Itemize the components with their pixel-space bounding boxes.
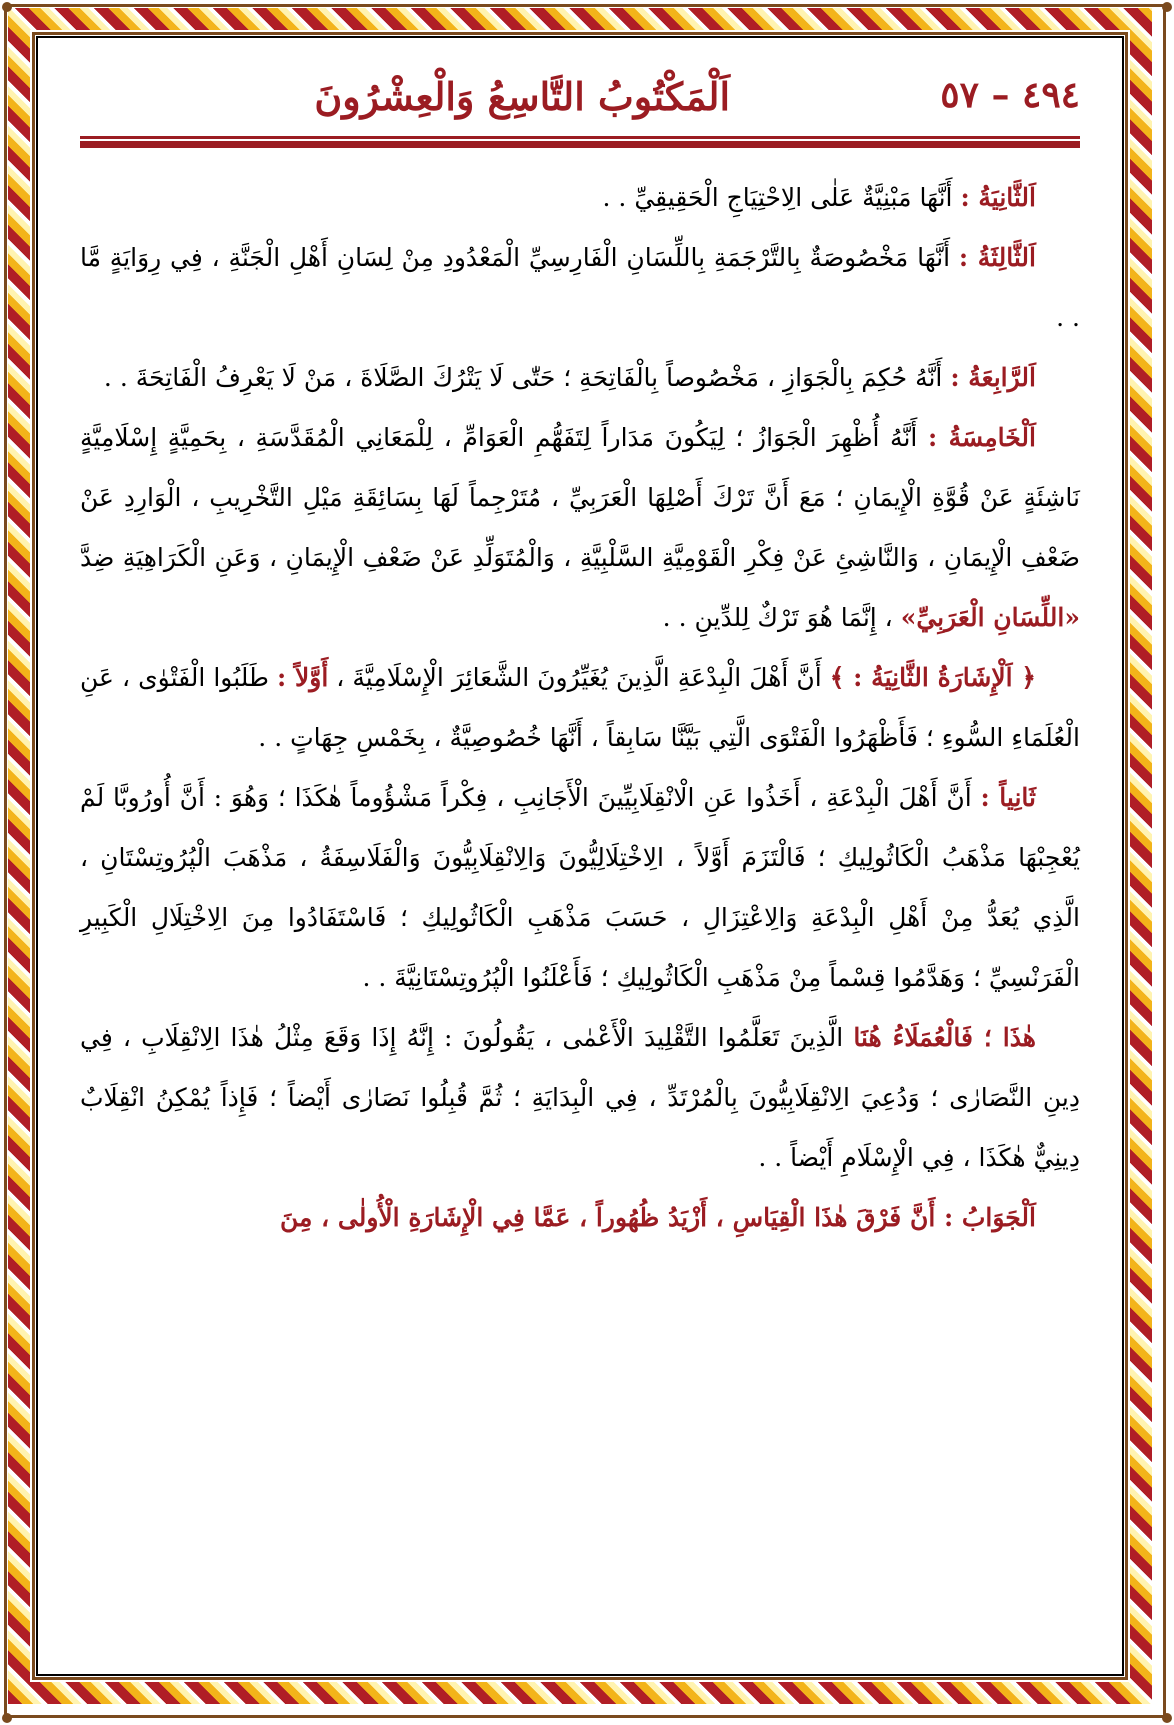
paragraph-label: اَلْخَامِسَةُ : — [927, 423, 1036, 452]
paragraph-answer — [80, 1188, 1080, 1248]
page-content — [80, 60, 1080, 1248]
corner-ornament-icon — [1162, 1713, 1172, 1723]
page-title: اَلْمَكْتُوبُ التَّاسِعُ وَالْعِشْرُونَ — [314, 74, 730, 119]
paragraph-third — [80, 228, 1080, 348]
body-text — [80, 168, 1080, 1248]
paragraph-label: ثَانِياً : — [980, 783, 1036, 812]
paragraph-fourth — [80, 348, 1080, 408]
corner-ornament-icon — [2, 1713, 12, 1723]
paragraph-fifth — [80, 408, 1080, 648]
paragraph-label: اَلثَّالِثَةُ : — [958, 243, 1036, 272]
paragraph-text: أَنَّهَا مَخْصُوصَةٌ بِالتَّرْجَمَةِ بِاللِّسَانِ الْفَارِسِيِّ الْمَعْدُودِ مِنْ لِسَانِ أَهْلِ الْجَنَّةِ ، فِي رِوَايَةٍ مَّا . . — [80, 243, 1080, 332]
section-second-sign — [80, 648, 1080, 768]
paragraph-text: أَنَّ أَهْلَ الْبِدْعَةِ ، أَخَذُوا عَنِ الْانْقِلَابِيِّينَ الْأَجَانِبِ ، فِكْراً مَشْؤُوماً هٰكَذَا ؛ وَهُوَ : أَنَّ أُورُوبَّا لَمْ يُعْجِبْهَا مَذْهَبُ الْكَاثُولِيكِ ؛ فَالْتَزَمَ أَوَّلاً ، الِاخْتِلَالِيُّونَ وَالِانْقِلَابِيُّونَ وَالْفَلَاسِفَةُ ، مَذْهَبَ الْپُرُوتِسْتَانِ ، الَّذِي يُعَدُّ مِنْ أَهْلِ الْبِدْعَةِ وَالِاعْتِزَالِ ، حَسَبَ مَذْهَبِ الْكَاثُولِيكِ ؛ فَاسْتَفَادُوا مِنَ الِاخْتِلَالِ الْكَبِيرِ الْفَرَنْسِيِّ ؛ وَهَدَّمُوا قِسْماً مِنْ مَذْهَبِ الْكَاثُولِيكِ ؛ فَأَعْلَنُوا الْپُرُوتِسْتَانِيَّةَ . . — [80, 783, 1080, 992]
highlighted-phrase: «اللِّسَانِ الْعَرَبِيِّ» — [900, 603, 1080, 632]
paragraph-text: أَنَّ أَهْلَ الْبِدْعَةِ الَّذِينَ يُغَيِّرُونَ الشَّعَائِرَ الْإِسْلَامِيَّةَ ، — [328, 663, 830, 692]
paragraph-text: أَنَّهُ أُظْهِرَ الْجَوَازُ ؛ لِيَكُونَ مَدَاراً لِتَفَهُّمِ الْعَوَامِّ ، لِلْمَعَانِي الْمُقَدَّسَةِ ، بِحَمِيَّةٍ إِسْلَامِيَّةٍ نَاشِئَةٍ عَنْ قُوَّةِ الْإِيمَانِ ؛ مَعَ أَنَّ تَرْكَ أَصْلِهَا الْعَرَبِيِّ ، مُتَرْجِماً لَهَا بِسَائِقَةِ مَيْلِ التَّخْرِيبِ ، الْوَارِدِ عَنْ ضَعْفِ الْإِيمَانِ ، وَالنَّاشِئِ عَنْ فِكْرِ الْقَوْمِيَّةِ السَّلْبِيَّةِ ، وَالْمُتَوَلِّدِ عَنْ ضَعْفِ الْإِيمَانِ ، وَعَنِ الْكَرَاهِيَةِ ضِدَّ — [80, 423, 1080, 572]
corner-ornament-icon — [1162, 2, 1172, 12]
paragraph-agents — [80, 1008, 1080, 1188]
paragraph-label: اَلثَّانِيَةُ : — [960, 183, 1036, 212]
header-divider — [80, 136, 1080, 148]
paragraph-label: اَلْجَوَابُ : — [943, 1203, 1036, 1232]
corner-ornament-icon — [2, 2, 12, 12]
page-header — [80, 60, 1080, 140]
highlighted-phrase: أَوَّلاً : — [276, 663, 329, 692]
paragraph-text: طَلَبُوا الْفَتْوٰى ، عَنِ الْعُلَمَاءِ السُّوءِ ؛ فَأَظْهَرُوا الْفَتْوَى الَّتِي بَيَّنَّا سَابِقاً ، أَنَّهَا خُصُوصِيَّةٌ ، بِخَمْسِ جِهَاتٍ . . — [80, 663, 1080, 752]
paragraph-text: أَنَّ فَرْقَ هٰذَا الْقِيَاسِ ، أَزْيَدُ ظُهُوراً ، عَمَّا فِي الْإِشَارَةِ الْأُولٰى ، مِنَ — [280, 1203, 944, 1232]
page-number: ٤٩٤ – ٥٧ — [940, 74, 1080, 116]
paragraph-label: هٰذَا ؛ فَالْعُمَلَاءُ هُنَا — [853, 1023, 1036, 1052]
section-heading: ﴿ اَلْإِشَارَةُ الثَّانِيَةُ : ﴾ — [829, 663, 1036, 692]
paragraph-label: اَلرَّابِعَةُ : — [950, 363, 1036, 392]
paragraph-text: أَنَّهَا مَبْنِيَّةٌ عَلٰى الِاحْتِيَاجِ الْحَقِيقِيِّ . . — [602, 183, 961, 212]
paragraph-secondly — [80, 768, 1080, 1008]
paragraph-second — [80, 168, 1080, 228]
paragraph-text: أَنَّهُ حُكِمَ بِالْجَوَازِ ، مَخْصُوصاً بِالْفَاتِحَةِ ؛ حَتّٰى لَا يَتْرُكَ الصَّلَاةَ ، مَنْ لَا يَعْرِفُ الْفَاتِحَةَ . . — [103, 363, 951, 392]
paragraph-text: ، إِنَّمَا هُوَ تَرْكٌ لِلدِّينِ . . — [662, 603, 901, 632]
paragraph-text: الَّذِينَ تَعَلَّمُوا التَّقْلِيدَ الْأَعْمٰى ، يَقُولُونَ : إِنَّهُ إِذَا وَقَعَ مِثْلُ هٰذَا الِانْقِلَابِ ، فِي دِينِ النَّصَارٰى ؛ وَدُعِيَ الِانْقِلَابِيُّونَ بِالْمُرْتَدِّ ، فِي الْبِدَايَةِ ؛ ثُمَّ قُبِلُوا نَصَارٰى أَيْضاً ؛ فَإِذاً يُمْكِنُ انْقِلَابٌ دِينِيٌّ هٰكَذَا ، فِي الْإِسْلَامِ أَيْضاً . . — [80, 1023, 1080, 1172]
